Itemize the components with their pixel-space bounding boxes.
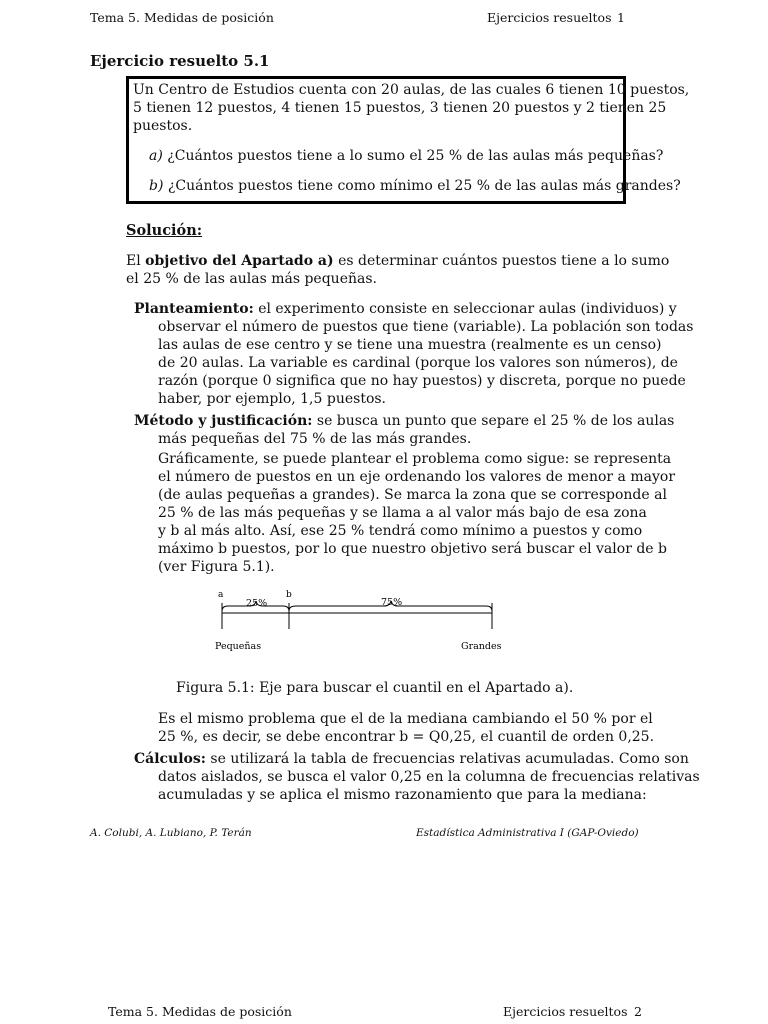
grafico-line: máximo b puestos, por lo que nuestro objetivo será buscar el valor de b: [158, 541, 667, 557]
page2-header-chapter: Tema 5. Medidas de posición: [108, 1004, 292, 1019]
question-a-text: ¿Cuántos puestos tiene a lo sumo el 25 % de las aulas más pequeñas?: [167, 148, 664, 164]
planteamiento-line: de 20 aulas. La variable es cardinal (porque los valores son números), de: [158, 355, 678, 371]
calculos-text: se utilizará la tabla de frecuencias relativas acumuladas. Como son: [210, 751, 689, 767]
question-b: [149, 177, 681, 195]
page-header: [90, 10, 274, 25]
metodo-text: se busca un punto que separe el 25 % de los aulas: [316, 413, 675, 429]
problem-line: 5 tienen 12 puestos, 4 tienen 15 puestos, 3 tienen 20 puestos y 2 tienen 25: [133, 100, 667, 116]
metodo-line: más pequeñas del 75 % de las más grandes.: [158, 431, 472, 447]
question-b-label: b): [149, 178, 164, 194]
planteamiento-text: el experimento consiste en seleccionar aulas (individuos) y: [258, 301, 677, 317]
grafico-line: 25 % de las más pequeñas y se llama a al valor más bajo de esa zona: [158, 505, 647, 521]
planteamiento-line: las aulas de ese centro y se tiene una muestra (realmente es un censo): [158, 337, 662, 353]
grafico-line: el número de puestos en un eje ordenando los valores de menor a mayor: [158, 469, 676, 485]
figure-caption: Figura 5.1: Eje para buscar el cuantil en el Apartado a).: [176, 680, 574, 696]
label-b: b: [286, 590, 292, 600]
planteamiento-line: haber, por ejemplo, 1,5 puestos.: [158, 391, 387, 407]
calculos-label: Cálculos:: [134, 751, 206, 767]
footer-authors: A. Colubi, A. Lubiano, P. Terán: [90, 827, 252, 839]
question-a: [149, 147, 663, 165]
grafico-line: (ver Figura 5.1).: [158, 559, 275, 575]
calculos-line: acumuladas y se aplica el mismo razonamiento que para la mediana:: [158, 787, 647, 803]
problem-line: puestos.: [133, 118, 193, 134]
quantile-axis-figure: [200, 585, 520, 660]
objective-line-1: [126, 252, 669, 270]
header-section: Ejercicios resueltos: [487, 10, 612, 25]
planteamiento-label: Planteamiento:: [134, 301, 254, 317]
question-a-label: a): [149, 148, 163, 164]
grafico-line: (de aulas pequeñas a grandes). Se marca la zona que se corresponde al: [158, 487, 667, 503]
metodo-line-1: [134, 412, 674, 430]
exercise-title: Ejercicio resuelto 5.1: [90, 52, 270, 70]
problem-box: [126, 76, 690, 204]
header-right: [487, 10, 611, 25]
problem-line: Un Centro de Estudios cuenta con 20 aulas, de las cuales 6 tienen 10 puestos,: [133, 82, 690, 98]
header-page-number: 1: [617, 10, 625, 25]
mediana-line-2: 25 %, es decir, se debe encontrar b = Q0,25, el cuantil de orden 0,25.: [158, 729, 655, 745]
header-chapter: Tema 5. Medidas de posición: [90, 10, 274, 25]
label-25pct: 25%: [246, 598, 268, 609]
objective-bold: objetivo del Apartado a): [145, 253, 334, 269]
label-grandes: Grandes: [461, 641, 502, 652]
objective-post: es determinar cuántos puestos tiene a lo sumo: [338, 253, 670, 269]
mediana-line-1: Es el mismo problema que el de la mediana cambiando el 50 % por el: [158, 711, 653, 727]
planteamiento-line-1: [134, 300, 677, 318]
label-75pct: 75%: [381, 597, 403, 608]
label-a: a: [218, 590, 224, 600]
objective-line-2: el 25 % de las aulas más pequeñas.: [126, 271, 377, 287]
page2-header-page-number: 2: [634, 1004, 642, 1019]
calculos-line: datos aislados, se busca el valor 0,25 en la columna de frecuencias relativas: [158, 769, 700, 785]
planteamiento-line: observar el número de puestos que tiene (variable). La población son todas: [158, 319, 694, 335]
grafico-line: y b al más alto. Así, ese 25 % tendrá como mínimo a puestos y como: [158, 523, 643, 539]
footer-course: Estadística Administrativa I (GAP-Oviedo): [416, 827, 639, 839]
objective-pre: El: [126, 253, 141, 269]
label-pequenas: Pequeñas: [215, 641, 262, 652]
calculos-line-1: [134, 750, 689, 768]
grafico-line: Gráficamente, se puede plantear el problema como sigue: se representa: [158, 451, 672, 467]
metodo-label: Método y justificación:: [134, 413, 313, 429]
planteamiento-line: razón (porque 0 significa que no hay puestos) y discreta, porque no puede: [158, 373, 686, 389]
question-b-text: ¿Cuántos puestos tiene como mínimo el 25 % de las aulas más grandes?: [167, 178, 681, 194]
page2-header-section: Ejercicios resueltos: [503, 1004, 628, 1019]
solution-heading: Solución:: [126, 222, 203, 239]
